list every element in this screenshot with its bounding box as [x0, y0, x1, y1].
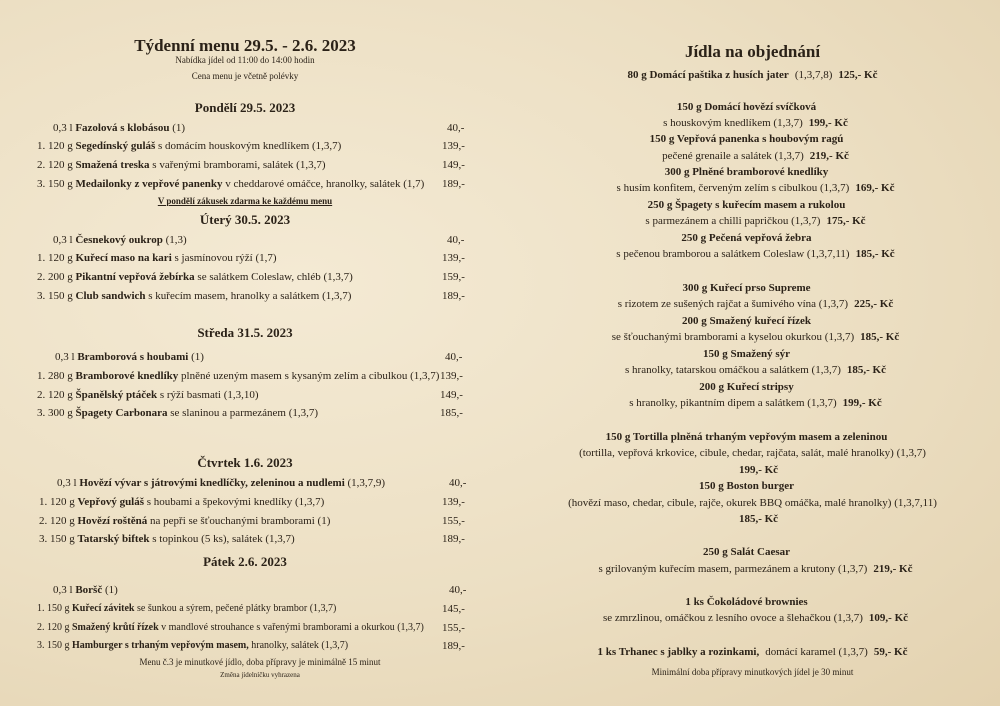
item-desc: (1,3,7,9): [347, 477, 386, 489]
menu-item: [37, 159, 326, 172]
order-menu-line: [500, 431, 1000, 444]
order-menu-line: [500, 215, 1000, 228]
day-heading: Čtvrtek 1.6. 2023: [197, 455, 293, 470]
item-desc: s vařenými bramborami, salátek (1,3,7): [152, 159, 326, 171]
order-menu-line: [500, 546, 1000, 559]
item-name: Segedínský guláš: [75, 140, 156, 152]
item-qty: 120 g: [48, 159, 73, 171]
item-desc: v mandlové strouhance s vařenými bramborami a okurkou (1,3,7): [161, 622, 424, 633]
item-desc: v cheddarové omáčce, hranolky, salátek (1,7): [225, 178, 425, 190]
item-price: 139,-: [440, 370, 463, 382]
item-price: 159,-: [442, 271, 465, 283]
item-qty: 120 g: [48, 389, 73, 401]
item-qty: 150 g: [47, 640, 70, 651]
day-heading: Pátek 2.6. 2023: [203, 554, 287, 569]
item-price: 155,-: [442, 515, 465, 527]
order-item-desc: (hovězí maso, chedar, cibule, rajče, okurek BBQ omáčka, malé hranolky) (1,3,7,11): [568, 497, 937, 509]
order-menu-line: [500, 248, 1000, 261]
order-item-desc: s hranolky, pikantním dipem a salátkem (1,3,7): [629, 397, 837, 409]
menu-item: [37, 271, 353, 284]
order-item-name: 150 g Vepřová panenka s houbovým ragú: [649, 133, 844, 145]
order-item-name: 150 g Boston burger: [698, 480, 795, 492]
item-name: Vepřový guláš: [77, 496, 145, 508]
item-qty: 0,3 l: [53, 234, 73, 246]
item-qty: 0,3 l: [53, 122, 73, 134]
order-item-desc: domácí karamel (1,3,7): [765, 646, 868, 658]
item-desc: s topinkou (5 ks), salátek (1,3,7): [152, 533, 295, 545]
item-name: Boršč: [75, 584, 103, 596]
item-desc: se salátkem Coleslaw, chléb (1,3,7): [197, 271, 353, 283]
item-name: Česnekový oukrop: [75, 234, 163, 246]
item-qty: 280 g: [48, 370, 73, 382]
item-name: Club sandwich: [75, 290, 146, 302]
item-qty: 300 g: [48, 407, 73, 419]
serving-hours: Nabídka jídel od 11:00 do 14:00 hodin: [175, 55, 315, 65]
item-number: 3.: [39, 533, 48, 545]
menu-item: [37, 622, 424, 633]
item-qty: 120 g: [48, 140, 73, 152]
menu-item: [55, 351, 204, 364]
order-item-desc: se šťouchanými bramborami a kyselou okurkou (1,3,7): [611, 331, 855, 343]
item-desc: hranolky, salátek (1,3,7): [251, 640, 349, 651]
order-menu-line: [500, 315, 1000, 328]
item-number: 1.: [37, 370, 46, 382]
item-desc: s rýží basmati (1,3,10): [159, 389, 259, 401]
order-item-name: 300 g Plněné bramborové knedlíky: [664, 166, 829, 178]
order-menu-line: [500, 331, 1000, 344]
weekly-menu-title: Týdenní menu 29.5. - 2.6. 2023: [134, 36, 356, 55]
day-heading: Pondělí 29.5. 2023: [194, 100, 296, 115]
item-number: 2.: [37, 389, 46, 401]
order-menu-line: [500, 166, 1000, 179]
item-qty: 0,3 l: [53, 584, 73, 596]
order-item-price: 169,- Kč: [855, 182, 895, 194]
item-desc: (1): [104, 584, 118, 596]
order-item-name: 250 g Špagety s kuřecím masem a rukolou: [647, 199, 846, 211]
order-menu-line: [500, 497, 1000, 510]
item-number: 2.: [37, 271, 46, 283]
order-item-price: 109,- Kč: [868, 612, 909, 624]
item-number: 2.: [37, 622, 45, 633]
order-item-name: 150 g Tortilla plněná trhaným vepřovým masem a zeleninou: [605, 431, 888, 443]
order-item-price: 125,- Kč: [838, 69, 878, 81]
order-menu-line: [500, 596, 1000, 609]
order-item-price: 185,- Kč: [738, 513, 779, 525]
item-name: Hovězí vývar s játrovými knedlíčky, zeleninou a nudlemi: [79, 477, 345, 489]
order-menu-line: [500, 397, 1000, 410]
menu-item: [53, 584, 118, 597]
prep-time-note: Menu č.3 je minutkové jídlo, doba přípravy je minimálně 15 minut: [139, 657, 381, 667]
order-item-name: 150 g Domácí hovězí svíčková: [676, 101, 817, 113]
item-number: 3.: [37, 407, 46, 419]
order-menu-page: [500, 0, 1000, 706]
item-price: 139,-: [442, 252, 465, 264]
item-desc: s jasmínovou rýží (1,7): [174, 252, 277, 264]
item-number: 1.: [39, 496, 48, 508]
order-menu-line: [500, 513, 1000, 526]
item-desc: s kuřecím masem, hranolky a salátkem (1,3,7): [148, 290, 352, 302]
order-item-desc: (1,3,7,8): [794, 69, 833, 81]
menu-item: [39, 515, 330, 528]
item-number: 1.: [37, 603, 45, 614]
item-name: Španělský ptáček: [75, 389, 158, 401]
item-number: 1.: [37, 252, 46, 264]
item-number: 3.: [37, 290, 46, 302]
item-desc: se šunkou a sýrem, pečené plátky brambor (1,3,7): [136, 603, 337, 614]
item-name: Kuřecí závitek: [72, 603, 135, 614]
menu-item: [37, 640, 348, 651]
order-prep-note: Minimální doba přípravy minutkových jídel je 30 minut: [651, 667, 854, 677]
order-item-price: 219,- Kč: [809, 150, 849, 162]
item-desc: (1,3): [165, 234, 187, 246]
order-item-price: 59,- Kč: [873, 646, 908, 658]
price-note: Cena menu je včetně polévky: [191, 71, 299, 81]
item-desc: (1): [191, 351, 204, 363]
menu-change-note: Změna jídelníčku vyhrazena: [220, 671, 300, 679]
monday-promo-note: V pondělí zákusek zdarma ke každému menu: [157, 196, 333, 206]
item-name: Kuřecí maso na kari: [75, 252, 172, 264]
item-price: 189,-: [442, 178, 465, 190]
item-number: 3.: [37, 640, 45, 651]
menu-item: [37, 290, 351, 303]
order-menu-line: [500, 298, 1000, 311]
item-price: 40,-: [447, 234, 465, 246]
item-desc: s houbami a špekovými knedlíky (1,3,7): [146, 496, 325, 508]
item-price: 40,-: [447, 122, 465, 134]
item-name: Fazolová s klobásou: [75, 122, 170, 134]
item-name: Smažený krůtí řízek: [72, 622, 159, 633]
item-price: 155,-: [442, 622, 465, 634]
order-menu-line: [500, 464, 1000, 477]
item-desc: na pepři se šťouchanými bramborami (1): [150, 515, 331, 527]
item-price: 149,-: [442, 159, 465, 171]
order-menu-title: Jídla na objednání: [684, 42, 821, 61]
order-menu-line: [500, 182, 1000, 195]
item-name: Špagety Carbonara: [75, 407, 168, 419]
order-menu-line: [500, 646, 1000, 659]
menu-item: [39, 496, 324, 509]
order-item-desc: se zmrzlinou, omáčkou z lesního ovoce a šlehačkou (1,3,7): [602, 612, 863, 624]
item-price: 40,-: [449, 477, 467, 489]
item-desc: plněné uzeným masem s kysaným zelím a cibulkou (1,3,7): [181, 370, 440, 382]
order-item-price: 185,- Kč: [860, 331, 900, 343]
order-menu-line: [500, 133, 1000, 146]
item-qty: 0,3 l: [55, 351, 75, 363]
order-menu-line: [500, 563, 1000, 576]
order-item-desc: s husím konfitem, červeným zelím s cibulkou (1,3,7): [616, 182, 850, 194]
order-item-name: 150 g Smažený sýr: [702, 348, 791, 360]
item-qty: 120 g: [48, 252, 73, 264]
order-item-name: 1 ks Trhanec s jablky a rozinkami,: [597, 646, 760, 658]
order-item-price: 185,- Kč: [855, 248, 895, 260]
item-qty: 200 g: [48, 271, 73, 283]
item-qty: 120 g: [47, 622, 70, 633]
order-menu-line: [500, 150, 1000, 163]
item-price: 40,-: [445, 351, 463, 363]
menu-item: [57, 477, 385, 490]
order-item-name: 80 g Domácí paštika z husích jater: [627, 69, 789, 81]
item-price: 139,-: [442, 496, 465, 508]
order-menu-line: [500, 282, 1000, 295]
day-heading: Úterý 30.5. 2023: [199, 212, 291, 227]
item-qty: 120 g: [50, 496, 75, 508]
menu-item: [37, 252, 277, 265]
order-item-desc: (tortilla, vepřová krkovice, cibule, chedar, rajčata, salát, malé hranolky) (1,3,7): [579, 447, 926, 459]
order-item-desc: s parmezánem a chilli papričkou (1,3,7): [645, 215, 821, 227]
order-item-price: 199,- Kč: [842, 397, 882, 409]
item-number: 2.: [39, 515, 48, 527]
item-qty: 150 g: [48, 178, 73, 190]
order-menu-line: [500, 364, 1000, 377]
menu-item: [53, 122, 185, 135]
item-desc: se slaninou a parmezánem (1,3,7): [170, 407, 319, 419]
item-price: 149,-: [440, 389, 463, 401]
item-name: Tatarský biftek: [77, 533, 150, 545]
item-number: 2.: [37, 159, 46, 171]
order-item-name: 300 g Kuřecí prso Supreme: [682, 282, 811, 294]
menu-item: [37, 389, 259, 402]
order-menu-line: [500, 69, 1000, 82]
item-qty: 120 g: [50, 515, 75, 527]
order-item-desc: s pečenou bramborou a salátkem Coleslaw (1,3,7,11): [616, 248, 850, 260]
item-name: Bramborová s houbami: [77, 351, 189, 363]
order-menu-line: [500, 480, 1000, 493]
item-qty: 150 g: [50, 533, 75, 545]
item-name: Pikantní vepřová žebírka: [75, 271, 195, 283]
order-item-name: 250 g Salát Caesar: [702, 546, 791, 558]
item-desc: s domácím houskovým knedlíkem (1,3,7): [158, 140, 342, 152]
order-menu-line: [500, 381, 1000, 394]
order-item-price: 185,- Kč: [846, 364, 886, 376]
item-price: 189,-: [442, 640, 465, 652]
item-price: 145,-: [442, 603, 465, 615]
menu-item: [37, 407, 318, 420]
menu-item: [37, 178, 424, 191]
order-item-price: 199,- Kč: [808, 117, 848, 129]
menu-item: [37, 370, 439, 383]
order-item-desc: s hranolky, tatarskou omáčkou a salátkem (1,3,7): [625, 364, 841, 376]
item-name: Hamburger s trhaným vepřovým masem,: [72, 640, 249, 651]
day-heading: Středa 31.5. 2023: [197, 325, 293, 340]
item-price: 40,-: [449, 584, 467, 596]
item-desc: (1): [172, 122, 186, 134]
item-price: 189,-: [442, 533, 465, 545]
order-item-desc: s rizotem ze sušených rajčat a šumivého vína (1,3,7): [617, 298, 849, 310]
menu-item: [37, 140, 341, 153]
order-menu-line: [500, 348, 1000, 361]
order-menu-line: [500, 101, 1000, 114]
order-item-name: 1 ks Čokoládové brownies: [685, 596, 808, 608]
item-price: 139,-: [442, 140, 465, 152]
order-item-name: 200 g Smažený kuřecí řízek: [682, 315, 811, 327]
order-item-price: 219,- Kč: [873, 563, 913, 575]
item-name: Medailonky z vepřové panenky: [75, 178, 223, 190]
item-name: Bramborové knedlíky: [75, 370, 179, 382]
item-qty: 150 g: [47, 603, 70, 614]
order-menu-line: [500, 232, 1000, 245]
item-name: Hovězí roštěná: [77, 515, 148, 527]
order-menu-line: [500, 117, 1000, 130]
menu-item: [53, 234, 187, 247]
order-menu-line: [500, 447, 1000, 460]
item-qty: 0,3 l: [57, 477, 77, 489]
menu-item: [39, 533, 295, 546]
order-item-name: 200 g Kuřecí stripsy: [699, 381, 794, 393]
item-price: 189,-: [442, 290, 465, 302]
order-menu-line: [500, 612, 1000, 625]
order-item-price: 225,- Kč: [854, 298, 894, 310]
order-item-price: 175,- Kč: [826, 215, 866, 227]
item-number: 3.: [37, 178, 46, 190]
item-number: 1.: [37, 140, 46, 152]
order-item-price: 199,- Kč: [738, 464, 779, 476]
order-item-desc: s grilovaným kuřecím masem, parmezánem a krutony (1,3,7): [598, 563, 868, 575]
item-price: 185,-: [440, 407, 463, 419]
order-item-desc: pečené grenaile a salátek (1,3,7): [662, 150, 804, 162]
order-item-name: 250 g Pečená vepřová žebra: [681, 232, 812, 244]
item-name: Smažená treska: [75, 159, 150, 171]
order-item-desc: s houskovým knedlíkem (1,3,7): [663, 117, 803, 129]
order-menu-line: [500, 199, 1000, 212]
menu-item: [37, 603, 336, 614]
item-qty: 150 g: [48, 290, 73, 302]
